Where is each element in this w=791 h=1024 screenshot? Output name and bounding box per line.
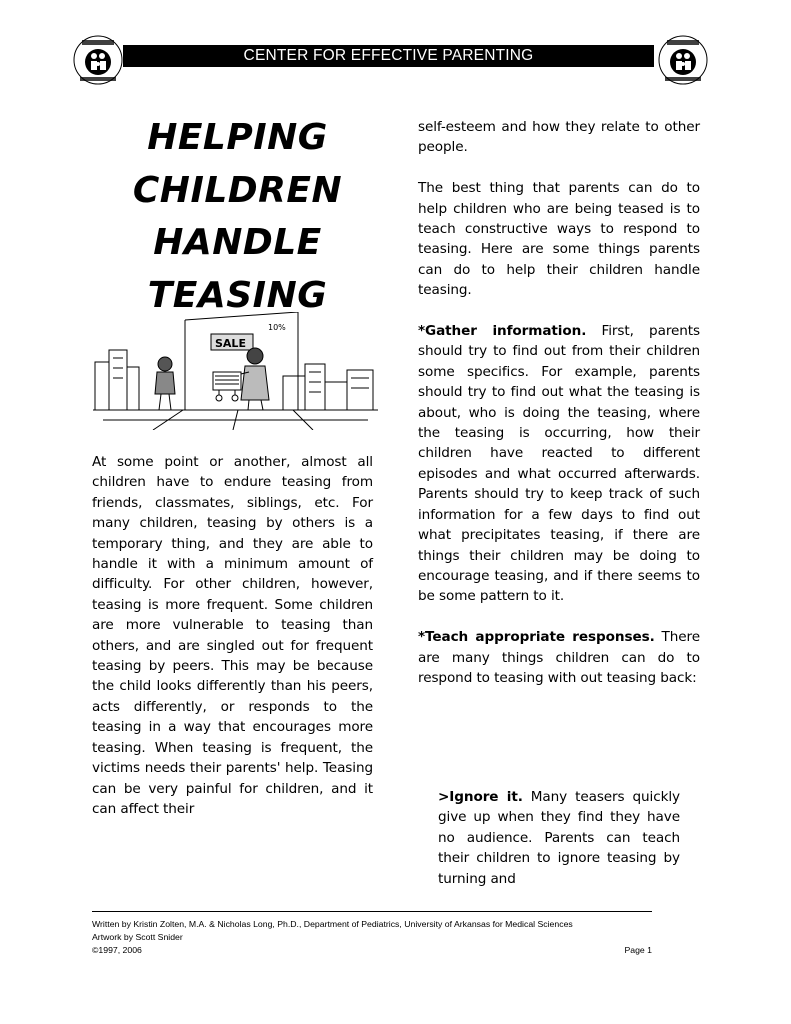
footer-artwork: Artwork by Scott Snider (92, 932, 183, 942)
document-title (105, 112, 370, 322)
title-line: TEASING (147, 274, 328, 316)
gather-information-section (418, 321, 700, 607)
right-column (418, 117, 700, 709)
teach-text: There are many things children can do to respond to teasing with out teasing back: (418, 629, 700, 686)
page-number: Page 1 (624, 945, 652, 955)
title-line: CHILDREN (132, 169, 343, 211)
teasing-illustration (93, 312, 378, 430)
ignore-it-section (438, 787, 680, 909)
parents-paragraph: The best thing that parents can do to help children who are being teased is to teach constructive ways to respond to teasing. Here are some things parents can do to help their children handle teasing. (418, 180, 700, 299)
gather-text: First, parents should try to find out from their children some specifics. For example, parents should try to find out what the teasing is about, who is doing the teasing, where the teasing is occurring, how their children have reacted to different episodes and what occurred afterwards. Parents should try to keep track of such information for a few days to find out what precipitates teasing, if there are things their children may be doing to encourage teasing, and if there seems to be some pattern to it. (418, 323, 700, 605)
header-banner: CENTER FOR EFFECTIVE PARENTING (123, 45, 654, 67)
teach-responses-section (418, 627, 700, 688)
title-line: HELPING (147, 117, 328, 158)
teach-heading: *Teach appropriate responses. (418, 629, 655, 646)
left-column (92, 452, 373, 840)
title-line: HANDLE (153, 222, 322, 263)
footer (92, 918, 652, 957)
gather-heading: *Gather information. (418, 323, 587, 340)
footer-authors: Written by Kristin Zolten, M.A. & Nicholas Long, Ph.D., Department of Pediatrics, University of Arkansas for Medical Sciences (92, 919, 573, 929)
footer-divider (92, 911, 652, 912)
ignore-text: Many teasers quickly give up when they find they have no audience. Parents can teach their children to ignore teasing by turning and (438, 789, 680, 887)
footer-copyright: ©1997, 2006 (92, 945, 142, 955)
intro-paragraph: At some point or another, almost all children have to endure teasing from friends, classmates, siblings, etc. For many children, teasing by others is a temporary thing, and they are able to handle it with a minimum amount of difficulty. For other children, however, teasing is more frequent. Some children are more vulnerable to teasing than others, and are singled out for frequent teasing by peers. This may be because the child looks differently than his peers, acts differently, or responds to the teasing in a way that encourages more teasing. When teasing is frequent, the victims needs their parents' help. Teasing can be very painful for children, and it can affect their (92, 454, 373, 817)
discount-sign: 10% (268, 323, 286, 332)
sale-sign: SALE (215, 337, 246, 350)
continued-paragraph: self-esteem and how they relate to other people. (418, 119, 700, 156)
ignore-heading: >Ignore it. (438, 789, 523, 805)
center-logo-left (72, 34, 124, 86)
center-logo-right (657, 34, 709, 86)
